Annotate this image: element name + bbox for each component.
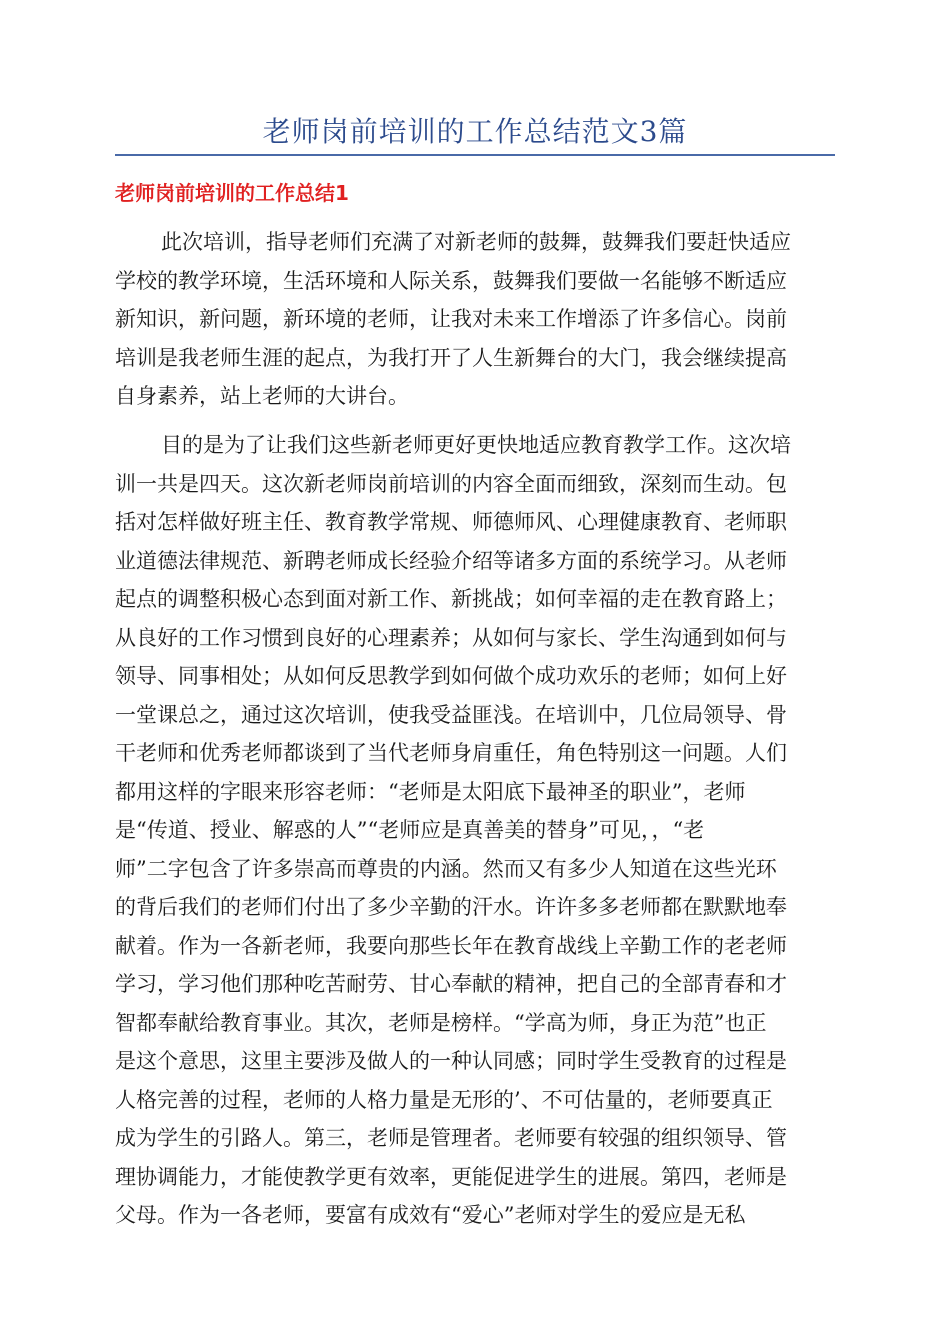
paragraph-line: 人格完善的过程，老师的人格力量是无形的’、不可估量的，老师要真正 <box>115 1087 773 1112</box>
paragraph-line: 领导、同事相处；从如何反思教学到如何做个成功欢乐的老师；如何上好 <box>115 664 787 688</box>
paragraph-line: 培训是我老师生涯的起点，为我打开了人生新舞台的大门，我会继续提高 <box>115 345 787 370</box>
paragraph-line: 目的是为了让我们这些新老师更好更快地适应教育教学工作。这次培 <box>161 433 791 457</box>
paragraph-line: 新知识，新问题，新环境的老师，让我对未来工作增添了许多信心。岗前 <box>115 307 787 331</box>
paragraph-line: 师”二字包含了许多崇高而尊贵的内涵。然而又有多少人知道在这些光环 <box>115 856 777 881</box>
paragraph-line: 学习，学习他们那种吃苦耐劳、甘心奉献的精神，把自己的全部青春和才 <box>115 972 787 996</box>
paragraph-line: 父母。作为一各老师，要富有成效有“爱心”老师对学生的爱应是无私 <box>115 1203 746 1227</box>
paragraph-line: 干老师和优秀老师都谈到了当代老师身肩重任，角色特别这一问题。人们 <box>115 741 787 765</box>
paragraph-line: 训一共是四天。这次新老师岗前培训的内容全面而细致，深刻而生动。包 <box>115 471 787 496</box>
paragraph-line: 成为学生的引路人。第三，老师是管理者。老师要有较强的组织领导、管 <box>115 1126 787 1150</box>
paragraph-line: 括对怎样做好班主任、教育教学常规、师德师风、心理健康教育、老师职 <box>115 510 787 534</box>
paragraph-line: 理协调能力，才能使教学更有效率，更能促进学生的进展。第四，老师是 <box>115 1164 787 1189</box>
paragraph-line: 一堂课总之，通过这次培训，使我受益匪浅。在培训中，几位局领导、骨 <box>115 702 787 727</box>
section-heading: 老师岗前培训的工作总结1 <box>115 181 349 205</box>
paragraph-line: 自身素养，站上老师的大讲台。 <box>115 384 409 408</box>
title-underline <box>115 154 835 156</box>
paragraph-1 <box>115 223 835 416</box>
paragraph-line: 学校的教学环境，生活环境和人际关系，鼓舞我们要做一名能够不断适应 <box>115 268 787 293</box>
paragraph-line: 是“传道、授业、解惑的人”“老师应是真善美的替身”可见，，“老 <box>115 818 705 842</box>
paragraph-line: 业道德法律规范、新聘老师成长经验介绍等诸多方面的系统学习。从老师 <box>115 548 787 573</box>
paragraph-line: 都用这样的字眼来形容老师：“老师是太阳底下最神圣的职业”，老师 <box>115 779 746 804</box>
paragraph-line: 起点的调整积极心态到面对新工作、新挑战；如何幸福的走在教育路上； <box>115 587 787 611</box>
paragraph-line: 献着。作为一各新老师，我要向那些长年在教育战线上辛勤工作的老老师 <box>115 933 787 958</box>
paragraph-line: 智都奉献给教育事业。其次，老师是榜样。“学高为师，身正为范”也正 <box>115 1010 767 1035</box>
paragraph-line: 此次培训，指导老师们充满了对新老师的鼓舞，鼓舞我们要赶快适应 <box>161 230 791 254</box>
document-title: 老师岗前培训的工作总结范文3篇 <box>262 115 688 148</box>
paragraph-line: 的背后我们的老师们付出了多少辛勤的汗水。许许多多老师都在默默地奉 <box>115 895 787 919</box>
paragraph-line: 从良好的工作习惯到良好的心理素养；从如何与家长、学生沟通到如何与 <box>115 625 787 650</box>
paragraph-2 <box>115 426 835 1235</box>
paragraph-line: 是这个意思，这里主要涉及做人的一种认同感；同时学生受教育的过程是 <box>115 1049 787 1073</box>
